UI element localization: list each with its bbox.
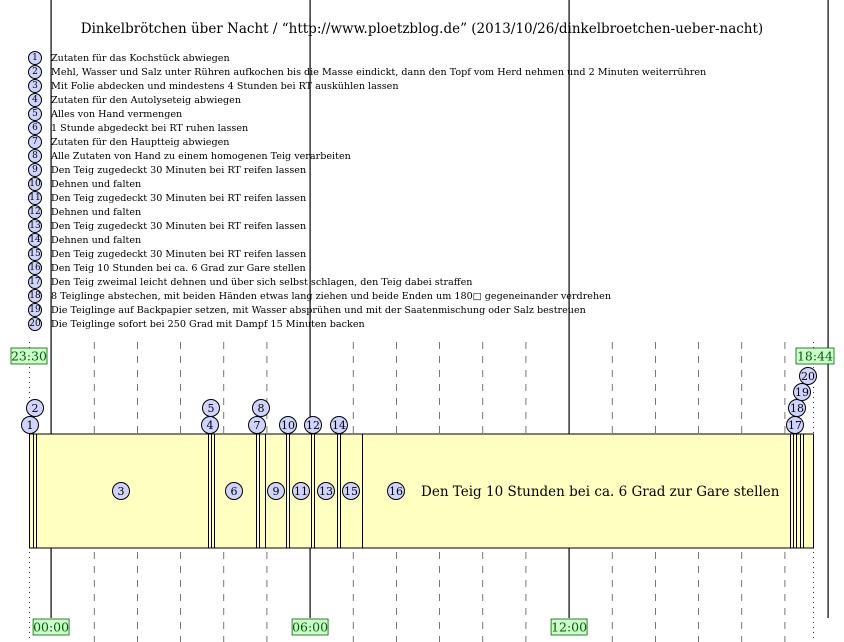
step-number: 3 (28, 79, 42, 93)
step-number: 4 (28, 93, 42, 107)
step-text: Den Teig 10 Stunden bei ca. 6 Grad zur Gare stellen (51, 262, 306, 274)
step-text: Den Teig zugedeckt 30 Minuten bei RT reifen lassen (51, 164, 307, 176)
marker-label: 5 (207, 402, 215, 415)
step-number: 12 (29, 207, 41, 217)
step-marker (27, 400, 44, 417)
step-number: 1 (28, 51, 42, 65)
marker-label: 6 (230, 485, 238, 498)
hour-time-label (551, 619, 587, 635)
step-number: 6 (28, 121, 42, 135)
step-number: 11 (29, 193, 41, 203)
marker-label: 4 (206, 419, 214, 432)
marker-label: 18 (790, 402, 804, 415)
step-text: Zutaten für den Autolyseteig abwiegen (51, 94, 242, 106)
marker-label: 17 (788, 419, 802, 432)
step-text: Dehnen und falten (51, 234, 142, 246)
marker-label: 3 (117, 485, 125, 498)
marker-label: 2 (31, 402, 39, 415)
marker-label: 7 (253, 419, 261, 432)
marker-label: 10 (281, 419, 295, 432)
step-number: 20 (29, 319, 41, 329)
step-number: 18 (29, 291, 41, 301)
step-marker (202, 417, 219, 434)
step-text: Alle Zutaten von Hand zu einem homogenen Teig verarbeiten (51, 150, 351, 162)
step-marker (253, 400, 270, 417)
bar-label-text: Den Teig 10 Stunden bei ca. 6 Grad zur Gare stellen (421, 484, 780, 500)
marker-label: 11 (294, 485, 308, 498)
step-marker (800, 368, 817, 385)
step-marker (343, 483, 360, 500)
step-marker (226, 483, 243, 500)
step-marker (331, 417, 348, 434)
step-text: 8 Teiglinge abstechen, mit beiden Händen etwas lang ziehen und beide Enden um 180□ gegeneinander verdrehen (51, 290, 612, 302)
step-marker (249, 417, 266, 434)
step-text: 1 Stunde abgedeckt bei RT ruhen lassen (51, 122, 249, 134)
step-marker (305, 417, 322, 434)
step-text: Den Teig zugedeckt 30 Minuten bei RT reifen lassen (51, 248, 307, 260)
step-text: Zutaten für den Hauptteig abwiegen (51, 136, 230, 148)
step-text: Zutaten für das Kochstück abwiegen (51, 52, 230, 64)
step-text: Mehl, Wasser und Salz unter Rühren aufkochen bis die Masse eindickt, dann den Topf vom Herd nehmen und 2 Minuten weiterrühren (51, 66, 707, 78)
step-number: 16 (29, 263, 41, 273)
step-marker (22, 417, 39, 434)
step-text: Den Teig zweimal leicht dehnen und über sich selbst schlagen, den Teig dabei straffen (51, 276, 473, 288)
time-label-text: 18:44 (796, 348, 834, 364)
step-number: 7 (28, 135, 42, 149)
page-title: Dinkelbrötchen über Nacht / “http://www.ploetzblog.de” (2013/10/26/dinkelbroetchen-ueber-nacht) (80, 21, 764, 37)
step-number: 5 (28, 107, 42, 121)
step-text: Alles von Hand vermengen (51, 108, 183, 120)
step-text: Die Teiglinge auf Backpapier setzen, mit Wasser absprühen und mit der Saatenmischung oder Salz bestreuen (51, 304, 586, 316)
step-text: Den Teig zugedeckt 30 Minuten bei RT reifen lassen (51, 220, 307, 232)
step-marker (113, 483, 130, 500)
marker-label: 1 (26, 419, 34, 432)
step-text: Mit Folie abdecken und mindestens 4 Stunden bei RT auskühlen lassen (51, 80, 399, 92)
step-marker (794, 384, 811, 401)
step-number: 9 (28, 163, 42, 177)
time-label-text: 12:00 (551, 619, 588, 635)
step-number: 14 (29, 235, 41, 245)
marker-label: 12 (306, 419, 320, 432)
step-number: 13 (29, 221, 41, 231)
step-text: Die Teiglinge sofort bei 250 Grad mit Dampf 15 Minuten backen (51, 318, 365, 330)
marker-label: 9 (272, 485, 280, 498)
step-marker (789, 400, 806, 417)
hour-time-label (33, 619, 69, 635)
marker-label: 8 (257, 402, 265, 415)
step-number: 8 (28, 149, 42, 163)
time-label-text: 06:00 (292, 619, 329, 635)
step-number: 19 (29, 305, 41, 315)
marker-label: 15 (344, 485, 358, 498)
step-marker (280, 417, 297, 434)
end-time-label (796, 348, 834, 364)
time-label-text: 23:30 (10, 348, 48, 364)
step-text: Dehnen und falten (51, 178, 142, 190)
step-number: 10 (29, 179, 41, 189)
start-time-label (11, 348, 47, 364)
step-marker (268, 483, 285, 500)
marker-label: 19 (795, 386, 809, 399)
marker-label: 16 (389, 485, 403, 498)
step-marker (203, 400, 220, 417)
marker-label: 13 (319, 485, 333, 498)
step-marker (318, 483, 335, 500)
step-marker (388, 483, 405, 500)
marker-label: 14 (332, 419, 346, 432)
time-label-text: 00:00 (33, 619, 70, 635)
step-marker (787, 417, 804, 434)
step-marker (293, 483, 310, 500)
step-text: Den Teig zugedeckt 30 Minuten bei RT reifen lassen (51, 192, 307, 204)
step-number: 15 (29, 249, 41, 259)
step-text: Dehnen und falten (51, 206, 142, 218)
hour-time-label (292, 619, 328, 635)
step-number: 2 (28, 65, 42, 79)
step-number: 17 (29, 277, 41, 287)
marker-label: 20 (801, 370, 815, 383)
